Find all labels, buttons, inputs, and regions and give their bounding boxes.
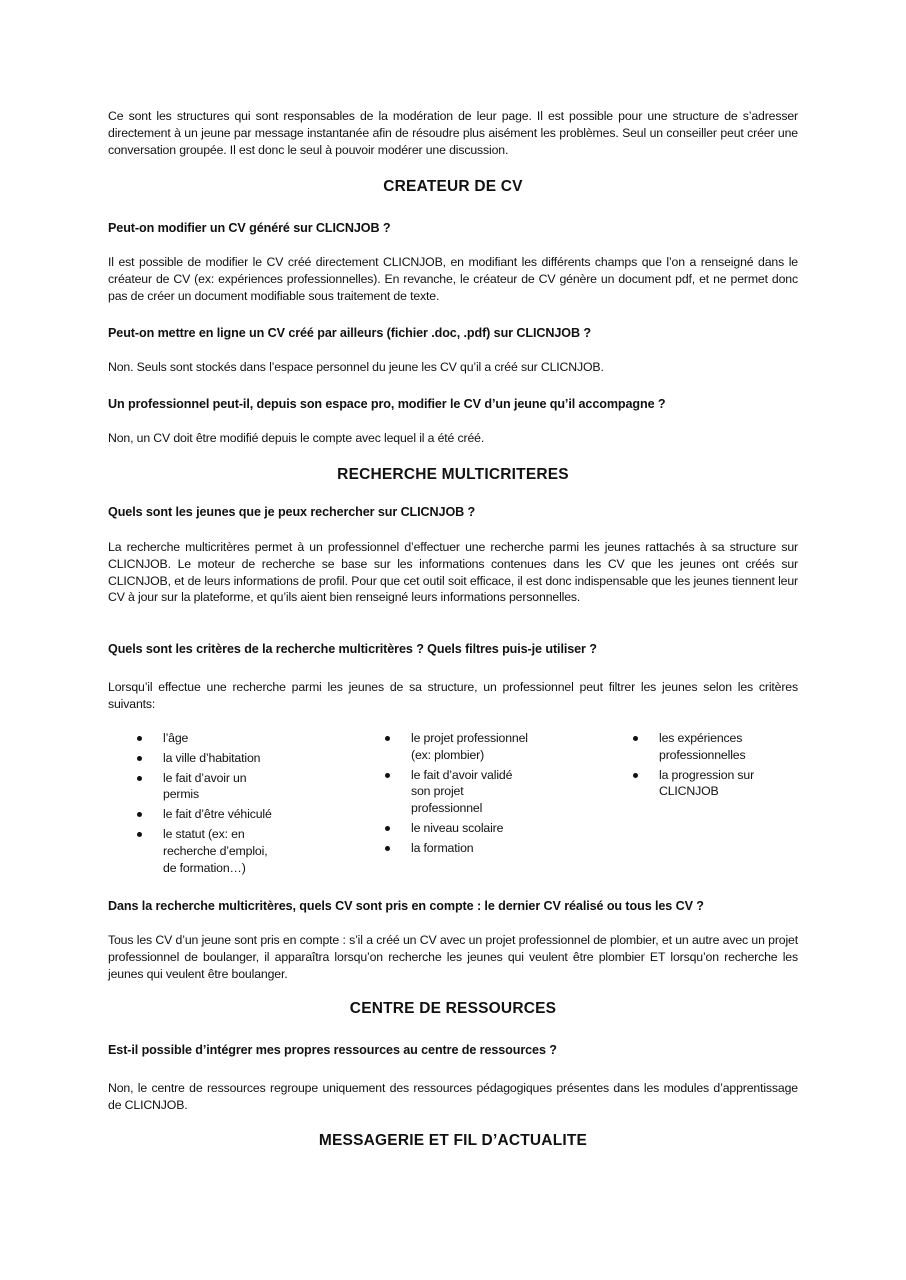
list-item: l’âge xyxy=(108,730,298,747)
answer-modify-cv: Il est possible de modifier le CV créé directement CLICNJOB, en modifiant les différents champs que l’on a renseigné dans le créateur de CV (ex: expériences professionnelles). En revanche, le créateur de CV génère un document pdf, et ne permet donc pas de créer un document modifiable sous traitement de texte. xyxy=(108,255,798,303)
list-item: la ville d’habitation xyxy=(108,750,298,767)
question-upload-cv: Peut-on mettre en ligne un CV créé par ailleurs (fichier .doc, .pdf) sur CLICNJOB ? xyxy=(108,326,591,340)
question-modify-cv: Peut-on modifier un CV généré sur CLICNJOB ? xyxy=(108,221,391,235)
question-ressources: Est-il possible d’intégrer mes propres ressources au centre de ressources ? xyxy=(108,1043,557,1057)
answer-ressources: Non, le centre de ressources regroupe uniquement des ressources pédagogiques présentes dans les modules d’apprentissage de CLICNJOB. xyxy=(108,1081,798,1112)
intro-paragraph: Ce sont les structures qui sont responsables de la modération de leur page. Il est possible pour une structure de s’adresser directement à un jeune par message instantanée afin de résoudre plus aisément les problèmes. Seul un conseiller peut créer une conversation groupée. Il est donc le seul à pouvoir modérer une discussion. xyxy=(108,109,798,157)
list-item: le niveau scolaire xyxy=(356,820,546,837)
answer-criteres: Lorsqu’il effectue une recherche parmi les jeunes de sa structure, un professionnel peut filtrer les jeunes selon les critères suivants: xyxy=(108,680,798,711)
section-title-messagerie: MESSAGERIE ET FIL D’ACTUALITE xyxy=(318,1132,588,1149)
answer-upload-cv: Non. Seuls sont stockés dans l’espace personnel du jeune les CV qu’il a créé sur CLICNJOB. xyxy=(108,360,604,374)
list-item: le statut (ex: en recherche d’emploi, de formation…) xyxy=(108,826,283,876)
question-pro-modify-cv: Un professionnel peut-il, depuis son espace pro, modifier le CV d’un jeune qu’il accompagne ? xyxy=(108,397,666,411)
list-item: les expériences professionnelles xyxy=(604,730,769,764)
answer-cv-pris-en-compte: Tous les CV d’un jeune sont pris en compte : s’il a créé un CV avec un projet professionnel de plombier, et un autre avec un projet professionnel de boulanger, il apparaîtra lorsqu’on recherche les jeunes qui veulent être plombier ET lorsqu’on recherche les jeunes qui veulent être boulanger. xyxy=(108,933,798,981)
section-title-ressources: CENTRE DE RESSOURCES xyxy=(349,1000,557,1017)
list-item: le fait d’avoir un permis xyxy=(108,770,263,804)
answer-pro-modify-cv: Non, un CV doit être modifié depuis le compte avec lequel il a été créé. xyxy=(108,431,485,445)
list-item: le fait d’avoir validé son projet professionnel xyxy=(356,767,531,817)
criteria-list-1 xyxy=(108,730,298,879)
list-item: le fait d’être véhiculé xyxy=(108,806,298,823)
criteria-list-3 xyxy=(604,730,794,803)
answer-jeunes: La recherche multicritères permet à un professionnel d’effectuer une recherche parmi les jeunes rattachés à sa structure sur CLICNJOB. Le moteur de recherche se base sur les informations contenues dans les CV que les jeunes ont créés sur CLICNJOB, et de leurs informations de profil. Pour que cet outil soit efficace, il est donc indispensable que les jeunes tiennent leur CV à jour sur la plateforme, et qu’ils aient bien renseigné leurs informations personnelles. xyxy=(108,540,798,605)
section-title-cv: CREATEUR DE CV xyxy=(383,178,523,195)
question-cv-pris-en-compte: Dans la recherche multicritères, quels CV sont pris en compte : le dernier CV réalisé ou tous les CV ? xyxy=(108,899,704,913)
list-item: le projet professionnel (ex: plombier) xyxy=(356,730,551,764)
list-item: la formation xyxy=(356,840,546,857)
question-criteres: Quels sont les critères de la recherche multicritères ? Quels filtres puis-je utiliser ? xyxy=(108,642,597,656)
section-title-recherche: RECHERCHE MULTICRITERES xyxy=(337,466,569,483)
list-item: la progression sur CLICNJOB xyxy=(604,767,779,801)
question-jeunes: Quels sont les jeunes que je peux rechercher sur CLICNJOB ? xyxy=(108,505,476,519)
criteria-list-2 xyxy=(356,730,546,860)
